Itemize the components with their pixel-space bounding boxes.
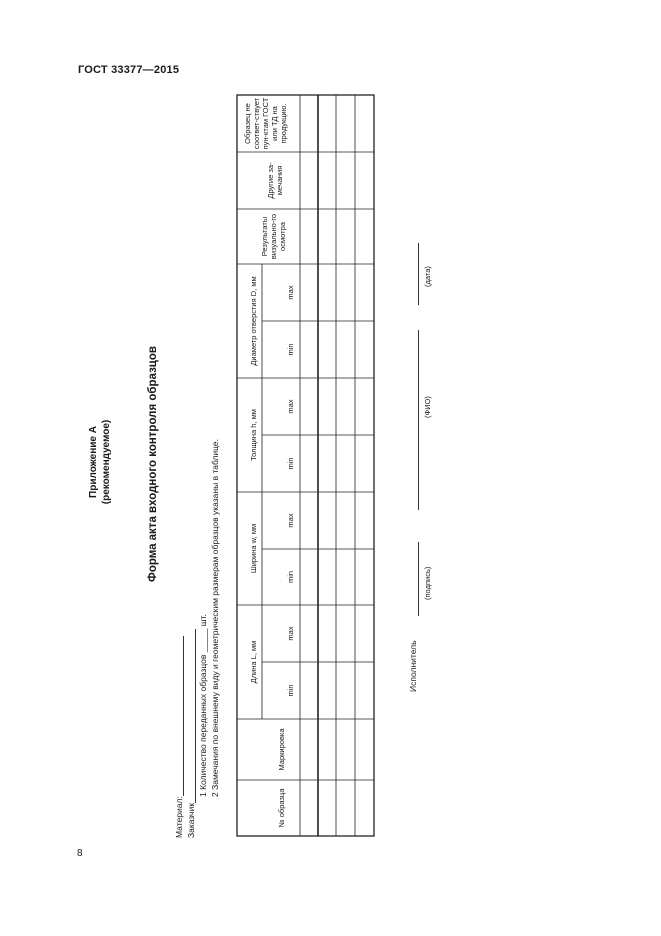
appendix-label: Приложение А bbox=[88, 426, 99, 498]
form-title: Форма акта входного контроля образцов bbox=[147, 346, 159, 582]
executor-label: Исполнитель bbox=[408, 640, 418, 692]
item-1: 1 Количество переданных образцов _____ шт. bbox=[198, 614, 208, 797]
appendix-note: (рекомендуемое) bbox=[101, 419, 112, 505]
date-caption: (дата) bbox=[423, 266, 432, 287]
page-number: 8 bbox=[77, 848, 83, 859]
fio-caption: (ФИО) bbox=[423, 396, 432, 418]
customer-label: Заказчик bbox=[186, 803, 196, 838]
document-header: ГОСТ 33377—2015 bbox=[78, 64, 180, 76]
item-2: 2 Замечания по внешнему виду и геометрическим размерам образцов указаны в таблице. bbox=[210, 438, 220, 797]
material-label: Материал: bbox=[174, 796, 184, 838]
sign-caption: (подпись) bbox=[423, 566, 432, 600]
